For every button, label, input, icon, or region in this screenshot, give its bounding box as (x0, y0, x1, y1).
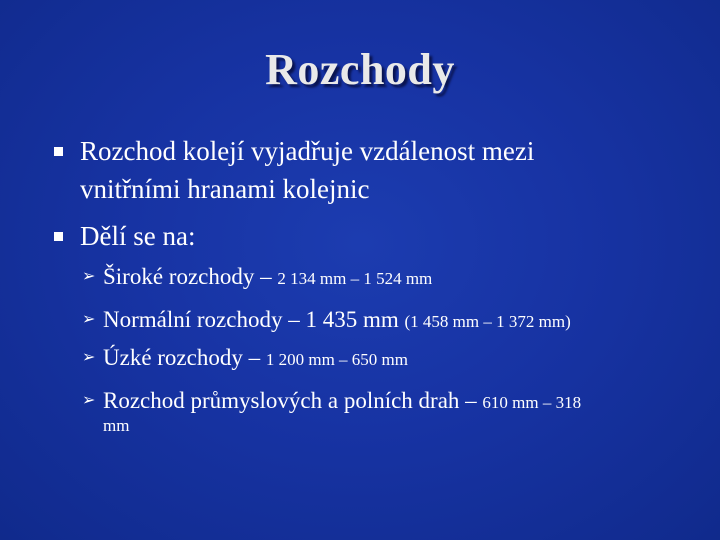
sub-bullet-continuation: mm (103, 416, 130, 435)
slide-title: Rozchody (265, 45, 455, 94)
sub-bullet-detail: (1 458 mm – 1 372 mm) (404, 312, 571, 331)
arrow-bullet-icon: ➢ (82, 266, 96, 285)
bullet-text-line1: Rozchod kolejí vyjadřuje vzdálenost mezi (80, 136, 535, 166)
sub-bullet-text (103, 386, 581, 418)
sub-bullet-label: Normální rozchody – 1 435 mm (103, 307, 405, 332)
square-bullet-icon (54, 232, 63, 241)
arrow-bullet-icon: ➢ (82, 390, 96, 409)
sub-bullet-detail: 1 200 mm – 650 mm (265, 350, 409, 369)
sub-bullet-detail: 2 134 mm – 1 524 mm (277, 269, 433, 288)
square-bullet-icon (54, 147, 63, 156)
bullet-text-line2: vnitřními hranami kolejnic (80, 174, 370, 204)
sub-bullet-label: Široké rozchody – (103, 264, 278, 289)
sub-bullet-detail: 610 mm – 318 (482, 393, 582, 412)
sub-bullet-text (103, 305, 571, 337)
arrow-bullet-icon: ➢ (82, 347, 96, 366)
sub-bullet-label: Úzké rozchody – (103, 345, 266, 370)
sub-bullet-text (103, 343, 408, 375)
arrow-bullet-icon: ➢ (82, 309, 96, 328)
bullet-text: Dělí se na: (80, 221, 196, 251)
sub-bullet-text (103, 262, 432, 294)
sub-bullet-label: Rozchod průmyslových a polních drah – (103, 388, 483, 413)
